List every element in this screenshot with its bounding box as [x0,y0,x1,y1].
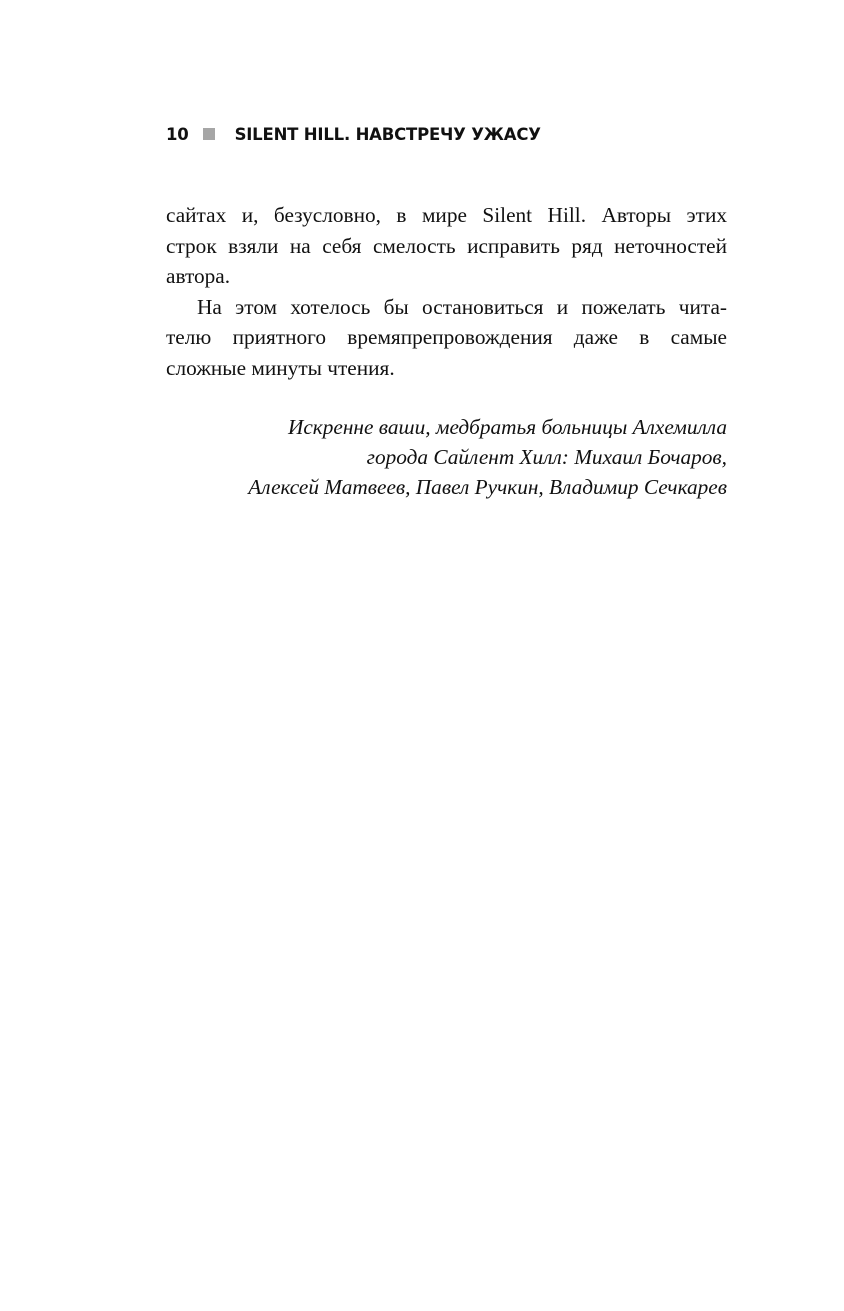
paragraph-1 [166,200,727,292]
signature-line: города Сайлент Хилл: Михаил Бочаров, [366,445,727,469]
page-number: 10 [166,124,189,144]
running-head [166,122,541,146]
paragraph-2 [166,292,727,384]
signature-line: Искренне ваши, медбратья больницы Алхемилла [287,415,727,439]
text-line: телю приятного времяпрепровождения даже в самые [166,325,727,349]
text-line: сайтах и, безусловно, в мире Silent Hill. Авторы этих [166,203,727,227]
header-separator-square [203,128,215,140]
signature-line: Алексей Матвеев, Павел Ручкин, Владимир Сечкарев [248,475,727,499]
text-line: сложные минуты чтения. [166,355,395,380]
book-title: SILENT HILL. НАВСТРЕЧУ УЖАСУ [234,124,541,144]
text-line: На этом хотелось бы остановиться и пожелать чита- [197,294,727,319]
body-text [166,200,727,383]
text-line: строк взяли на себя смелость исправить ряд неточностей [166,233,727,258]
signature-block [166,412,727,502]
text-line: автора. [166,264,231,288]
